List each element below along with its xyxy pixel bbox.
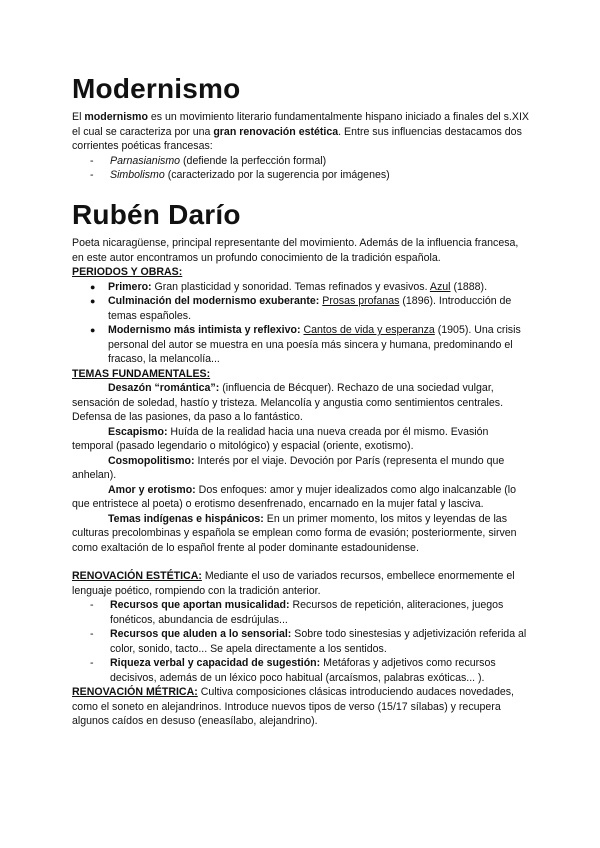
corriente-name: Simbolismo bbox=[110, 169, 165, 181]
periodo-text: (1905). Una crisis personal del autor se muestra en una poesía más sincera y humana, predominando el fracaso, la melancolía... bbox=[108, 324, 521, 365]
list-item bbox=[72, 280, 532, 295]
periodo-work: Prosas profanas bbox=[322, 295, 400, 307]
modernismo-intro bbox=[72, 110, 532, 154]
tema-paragraph bbox=[72, 381, 532, 425]
tema-paragraph bbox=[72, 483, 532, 512]
corriente-desc: (caracterizado por la sugerencia por imágenes) bbox=[164, 169, 390, 181]
tema-label: Escapismo: bbox=[108, 425, 168, 438]
intro-bold-2: gran renovación estética bbox=[213, 125, 339, 138]
tema-text: (influencia de Bécquer). Rechazo de una sociedad vulgar, sensación de soledad, hastío y tristeza. Melancolía y angustia como sentimientos centrales. Defensa de las pasiones, da paso a lo fantástico. bbox=[72, 382, 504, 423]
corriente-desc: (defiende la perfección formal) bbox=[180, 154, 327, 167]
renovacion-estetica-heading: RENOVACIÓN ESTÉTICA: bbox=[72, 570, 202, 582]
recurso-label: Recursos que aluden a lo sensorial: bbox=[110, 628, 292, 640]
periodo-text: Gran plasticidad y sonoridad. Temas refinados y evasivos. bbox=[151, 280, 430, 293]
list-item bbox=[72, 627, 532, 656]
tema-label: Amor y erotismo: bbox=[108, 483, 196, 496]
title-ruben-dario: Rubén Darío bbox=[72, 199, 241, 230]
periodo-label: Culminación del modernismo exuberante: bbox=[108, 295, 320, 307]
list-item bbox=[72, 323, 532, 367]
dario-intro: Poeta nicaragüense, principal representante del movimiento. Además de la influencia francesa, en este autor encontramos un profundo conocimiento de la tradición española. bbox=[72, 237, 519, 264]
renovacion-metrica-text: Cultiva composiciones clásicas introduciendo audaces novedades, como el soneto en alejandrinos. Introduce nuevos tipos de verso (15/17 sílabas) y recupera algunos caídos en desuso (eneasílabo, alejandrino). bbox=[72, 686, 514, 727]
intro-text-3: . Entre sus influencias destacamos dos corrientes poéticas francesas: bbox=[72, 125, 522, 152]
periodo-work: Cantos de vida y esperanza bbox=[303, 324, 435, 336]
bullet-marker: ● bbox=[90, 296, 96, 306]
modernismo-intro-block bbox=[72, 110, 532, 183]
corriente-name: Parnasianismo bbox=[110, 154, 181, 167]
list-item bbox=[72, 656, 532, 685]
tema-text: Huída de la realidad hacia una nueva creada por él mismo. Evasión temporal (pasado legendario o mitológico) y espacial (oriente, exotismo). bbox=[72, 425, 489, 452]
temas-heading: TEMAS FUNDAMENTALES: bbox=[72, 367, 211, 380]
dash-marker: - bbox=[90, 657, 94, 669]
title-modernismo: Modernismo bbox=[72, 73, 241, 104]
periodos-heading: PERIODOS Y OBRAS: bbox=[72, 266, 183, 278]
tema-label: Temas indígenas e hispánicos: bbox=[108, 512, 264, 525]
intro-text-2: es un movimiento literario fundamentalmente hispano iniciado a finales del s.XIX el cual se caracteriza por una bbox=[72, 111, 529, 138]
list-item bbox=[72, 168, 532, 183]
tema-text: En un primer momento, los mitos y leyendas de las culturas precolombinas y española se emplean como forma de evasión; posteriormente, sirven como exaltación de lo español frente al poder dominante estadounidense. bbox=[72, 512, 517, 554]
tema-label: Cosmopolitismo: bbox=[108, 454, 195, 467]
tema-text: Dos enfoques: amor y mujer idealizados como algo inalcanzable (lo que entristece al poeta) o erotismo desenfrenado, encarnado en la mujer fatal y lasciva. bbox=[72, 483, 517, 510]
list-item bbox=[72, 598, 532, 627]
tema-label: Desazón “romántica”: bbox=[108, 382, 220, 394]
tema-paragraph bbox=[72, 512, 532, 556]
tema-paragraph bbox=[72, 454, 532, 483]
renovacion-estetica-text: Mediante el uso de variados recursos, embellece enormemente el lenguaje poético, rompiendo con la tradición anterior. bbox=[72, 570, 515, 597]
periodo-label: Modernismo más intimista y reflexivo: bbox=[108, 324, 301, 336]
tema-text: Interés por el viaje. Devoción por París (representa el mundo que anhelan). bbox=[72, 454, 505, 481]
intro-text-1: El bbox=[72, 111, 85, 123]
bullet-marker: ● bbox=[90, 281, 96, 292]
list-item bbox=[72, 294, 532, 323]
recurso-text: Metáforas y adjetivos como recursos decisivos, además de un léxico poco habitual (arcaísmos, palabras exóticas... ). bbox=[110, 657, 496, 684]
intro-bold-1: modernismo bbox=[84, 111, 148, 123]
dario-block bbox=[72, 236, 532, 729]
recurso-label: Riqueza verbal y capacidad de sugestión: bbox=[110, 657, 321, 669]
recurso-text: Recursos de repetición, aliteraciones, juegos fonéticos, abundancia de esdrújulas... bbox=[110, 599, 504, 626]
bullet-marker: ● bbox=[90, 325, 96, 335]
dash-marker: - bbox=[90, 628, 94, 640]
dash-marker: - bbox=[90, 599, 94, 611]
recurso-label: Recursos que aportan musicalidad: bbox=[110, 599, 290, 611]
periodo-text: (1888). bbox=[450, 280, 488, 293]
periodo-label: Primero: bbox=[108, 280, 152, 293]
renovacion-metrica bbox=[72, 685, 532, 729]
renovacion-estetica bbox=[72, 569, 532, 598]
renovacion-metrica-heading: RENOVACIÓN MÉTRICA: bbox=[72, 686, 198, 698]
dash-marker: - bbox=[90, 154, 94, 167]
recurso-text: Sobre todo sinestesias y adjetivización referida al color, sonido, tacto... Se apela directamente a los sentidos. bbox=[110, 628, 527, 655]
list-item bbox=[72, 154, 532, 169]
dash-marker: - bbox=[90, 169, 94, 181]
periodo-work: Azul bbox=[429, 280, 451, 293]
periodo-text: (1896). Introducción de temas españoles. bbox=[108, 295, 512, 322]
tema-paragraph bbox=[72, 425, 532, 454]
